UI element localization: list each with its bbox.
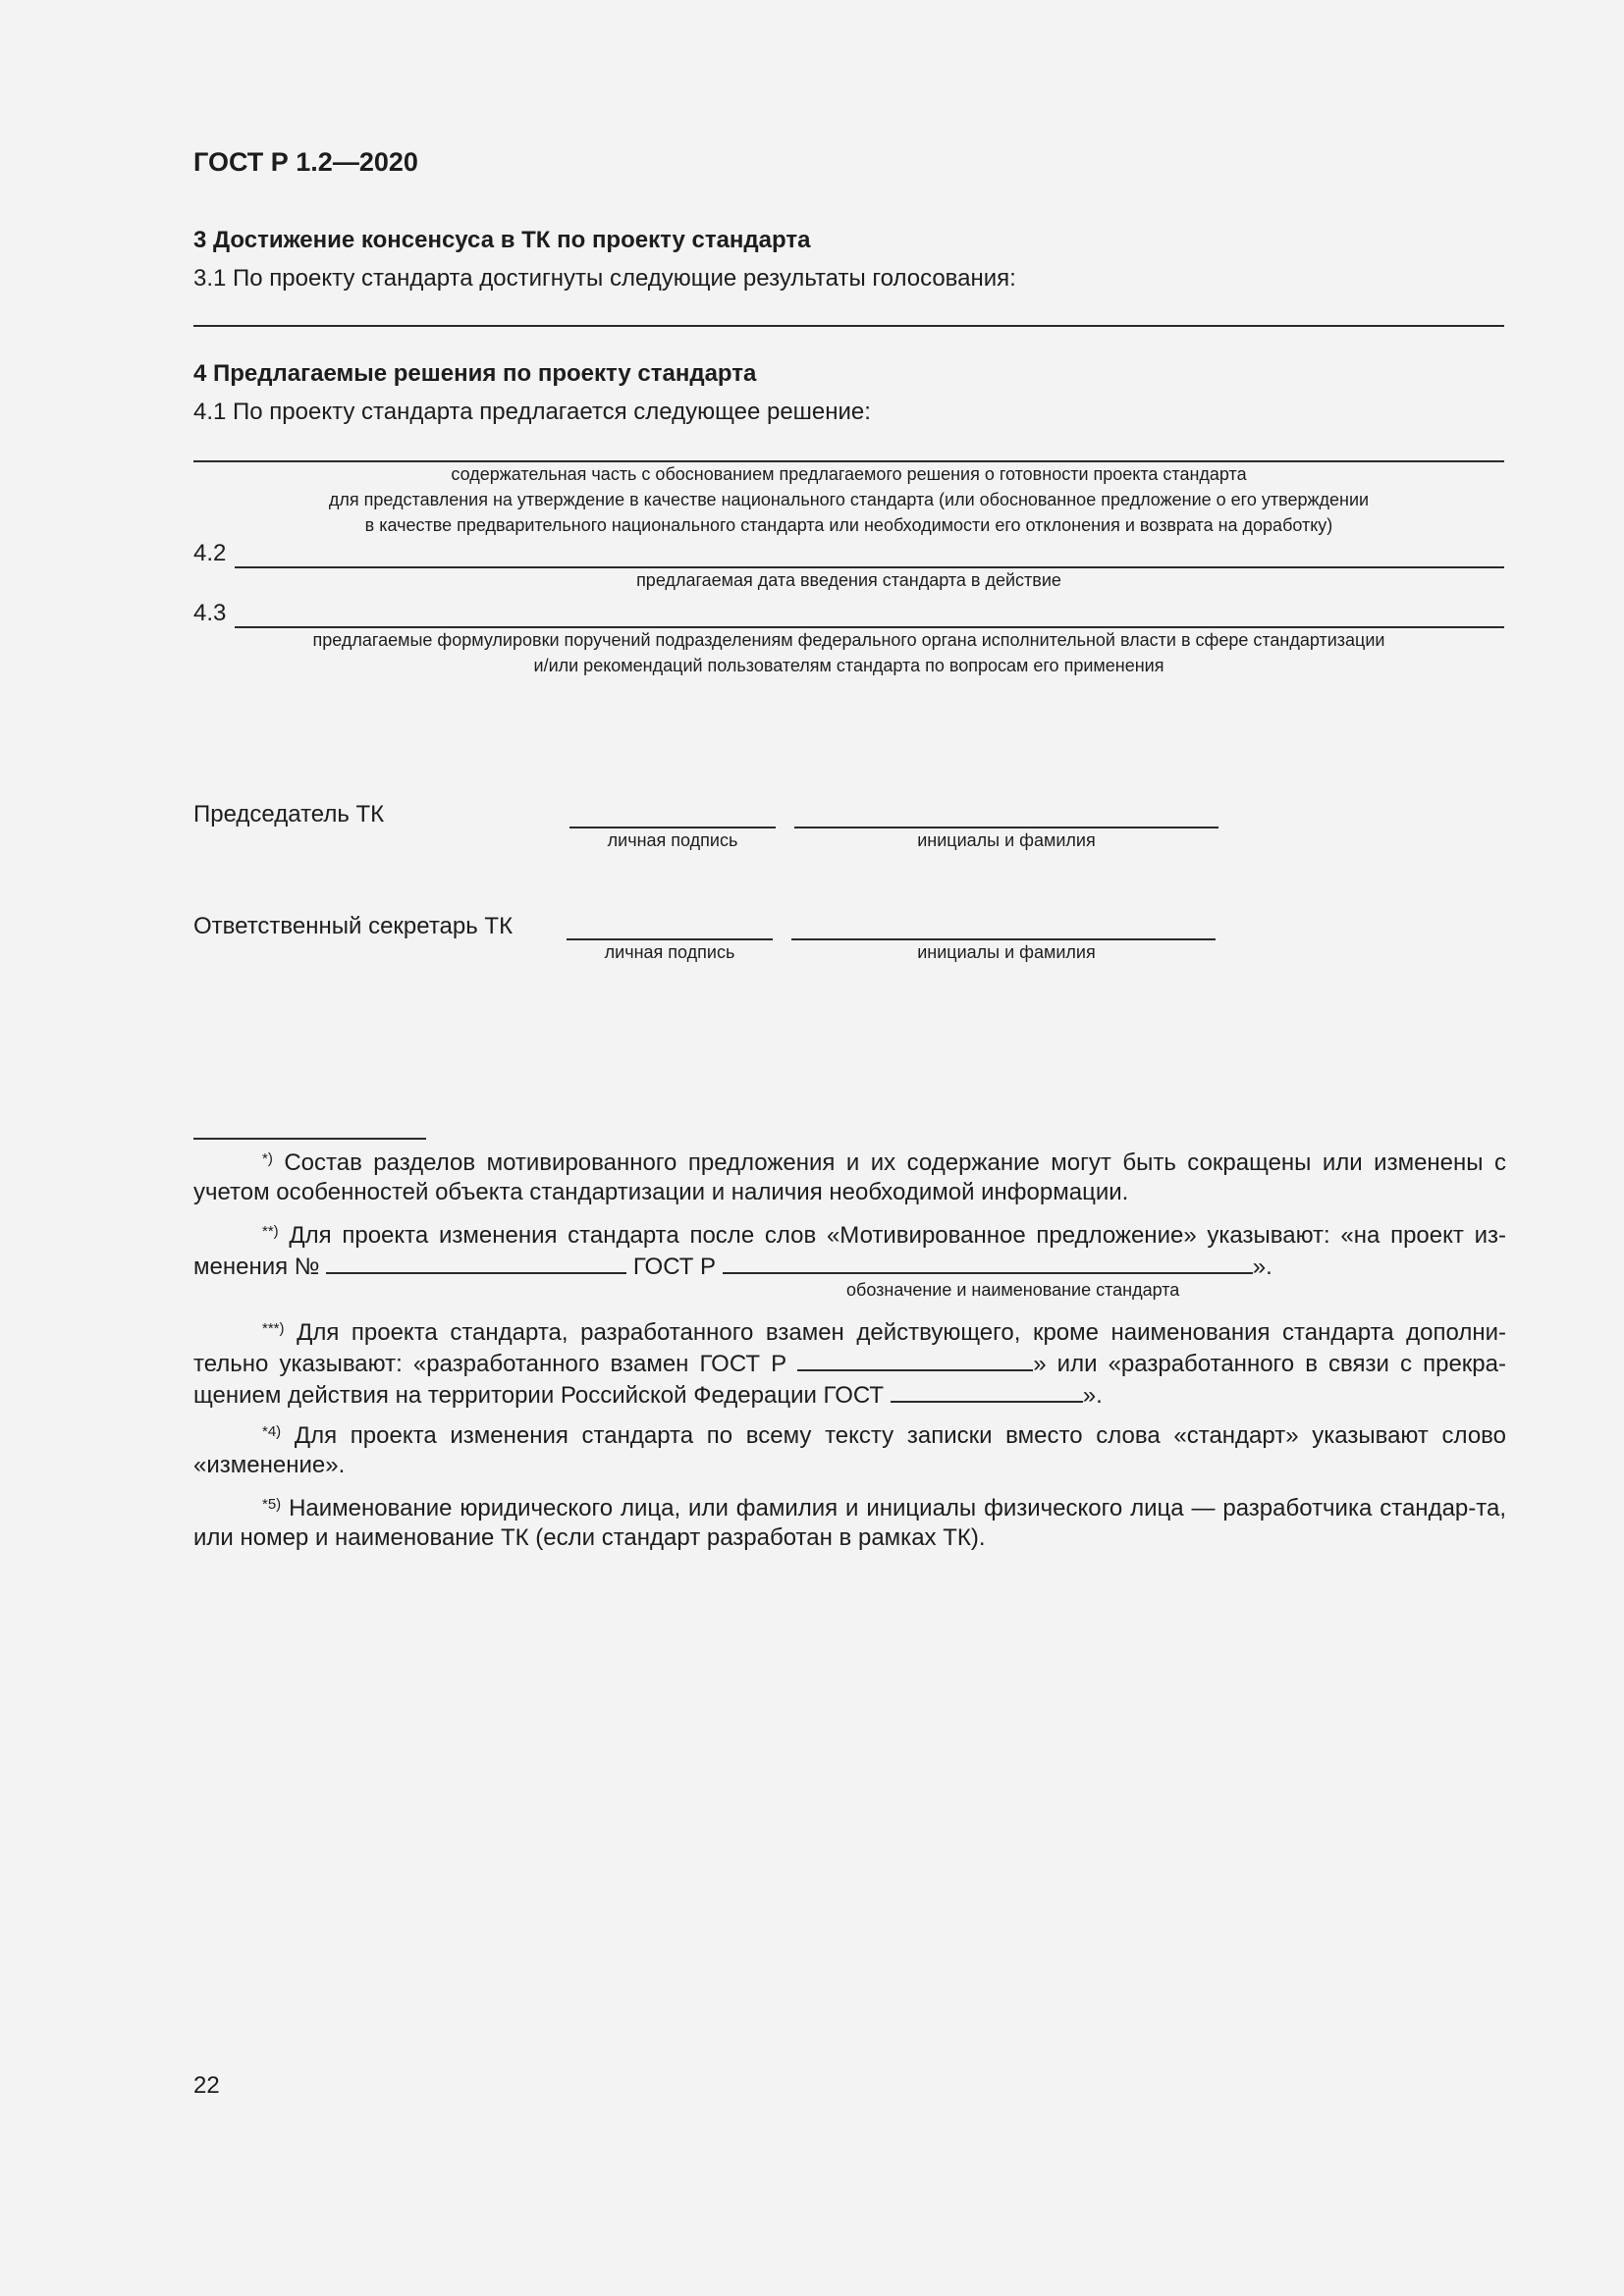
chairman-label: Председатель ТК bbox=[193, 801, 385, 828]
footnote-3-mark: ***) bbox=[262, 1320, 285, 1337]
secretary-label: Ответственный секретарь ТК bbox=[193, 913, 514, 939]
footnote-3-gost-blank bbox=[891, 1379, 1083, 1403]
footnote-2-caption: обозначение и наименование стандарта bbox=[846, 1280, 1180, 1300]
caption-line: для представления на утверждение в качестве национального стандарта (или обоснованное предложение о его утверждении bbox=[328, 490, 1370, 509]
footnote-3-text-a: Для проекта стандарта, разработанного взамен действующего, кроме наименования стандарта дополни-тельно указывают: «разработанного взамен ГОСТ Р bbox=[193, 1319, 1506, 1377]
footnote-3-end: ». bbox=[1082, 1382, 1103, 1409]
secretary-signature-caption: личная подпись bbox=[604, 942, 735, 962]
footnote-2-standard-blank bbox=[723, 1251, 1253, 1274]
item-4-1-caption bbox=[193, 461, 1504, 538]
caption-line: предлагаемые формулировки поручений подразделениям федерального органа исполнительной власти в сфере стандартизации bbox=[312, 630, 1385, 650]
footnote-3 bbox=[193, 1318, 1506, 1411]
footnote-2 bbox=[193, 1221, 1506, 1282]
item-3-1-fill-line bbox=[193, 325, 1504, 327]
item-4-3-number: 4.3 bbox=[193, 600, 227, 626]
footnote-4-mark: *4) bbox=[262, 1423, 282, 1440]
footnote-2-end: ». bbox=[1252, 1254, 1272, 1280]
footnote-3-gost-r-blank bbox=[797, 1348, 1033, 1371]
section-4-heading: 4 Предлагаемые решения по проекту стандарта bbox=[193, 360, 757, 387]
secretary-name-caption: инициалы и фамилия bbox=[917, 942, 1096, 962]
footnote-5-mark: *5) bbox=[262, 1496, 282, 1513]
footnote-3-text-b: » или «разработанного в связи с прекра-щением действия на территории Российской Федерации ГОСТ bbox=[193, 1351, 1506, 1409]
item-4-3-caption bbox=[193, 627, 1504, 678]
caption-line: в качестве предварительного национального стандарта или необходимости его отклонения и возврата на доработку) bbox=[364, 515, 1333, 535]
caption-line: содержательная часть с обоснованием предлагаемого решения о готовности проекта стандарта bbox=[451, 464, 1247, 484]
footnote-4 bbox=[193, 1421, 1506, 1480]
footnote-5-text: Наименование юридического лица, или фамилия и инициалы физического лица — разработчика стандар-та, или номер и наименование ТК (если стандарт разработан в рамках ТК). bbox=[193, 1495, 1506, 1551]
chairman-signature-caption: личная подпись bbox=[607, 830, 738, 850]
footnote-2-mark: **) bbox=[262, 1223, 279, 1240]
item-4-1: 4.1 По проекту стандарта предлагается следующее решение: bbox=[193, 399, 871, 425]
chairman-name-caption: инициалы и фамилия bbox=[917, 830, 1096, 850]
footnote-2-gost: ГОСТ Р bbox=[632, 1254, 717, 1280]
footnote-4-text: Для проекта изменения стандарта по всему тексту записки вместо слова «стандарт» указывают слово «изменение». bbox=[193, 1422, 1506, 1478]
item-4-2-caption: предлагаемая дата введения стандарта в действие bbox=[636, 570, 1061, 590]
footnote-2-text: Для проекта изменения стандарта после слов «Мотивированное предложение» указывают: «на проект из-менения № bbox=[193, 1222, 1506, 1280]
caption-line: и/или рекомендаций пользователям стандарта по вопросам его применения bbox=[533, 656, 1164, 675]
footnote-separator bbox=[193, 1138, 426, 1140]
footnote-1-mark: *) bbox=[262, 1150, 273, 1167]
footnote-1-text: Состав разделов мотивированного предложения и их содержание могут быть сокращены или изменены с учетом особенностей объекта стандартизации и наличия необходимой информации. bbox=[193, 1149, 1506, 1205]
footnote-5 bbox=[193, 1494, 1506, 1553]
footnote-1 bbox=[193, 1148, 1506, 1207]
item-3-1: 3.1 По проекту стандарта достигнуты следующие результаты голосования: bbox=[193, 265, 1016, 292]
page-number: 22 bbox=[193, 2072, 220, 2099]
section-3-heading: 3 Достижение консенсуса в ТК по проекту стандарта bbox=[193, 227, 811, 253]
item-4-2-number: 4.2 bbox=[193, 540, 227, 566]
document-header: ГОСТ Р 1.2—2020 bbox=[193, 147, 418, 177]
footnote-2-number-blank bbox=[326, 1251, 626, 1274]
